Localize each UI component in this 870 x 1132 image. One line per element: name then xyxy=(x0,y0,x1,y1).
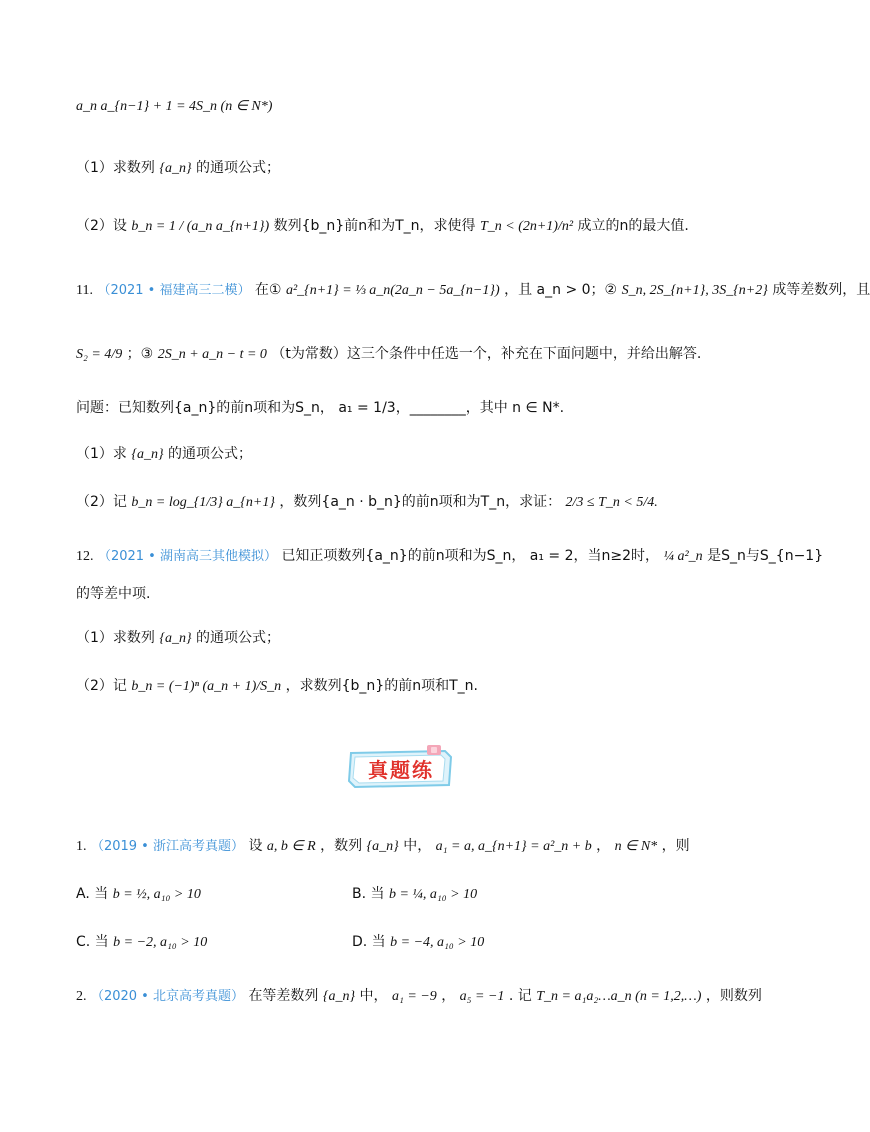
question-11-line-1 xyxy=(76,280,870,301)
option-label: B. 当 xyxy=(352,886,385,902)
part-text: ，数列{a_n · b_n}的前n项和为T_n，求证： xyxy=(279,494,562,510)
option-c[interactable] xyxy=(76,932,207,953)
part-text: 的通项公式； xyxy=(196,630,281,646)
condition-2-formula: S_n, 2S_{n+1}, 3S_{n+2} xyxy=(621,283,768,298)
question-number: 11. xyxy=(76,283,93,298)
bn-definition: b_n = (−1)ⁿ (a_n + 1)/S_n xyxy=(131,679,282,694)
part-label: （2）记 xyxy=(76,678,127,694)
recurrence-formula: a_n a_{n−1} + 1 = 4S_n (n ∈ N*) xyxy=(76,99,273,114)
question-text: 的等差中项. xyxy=(76,586,151,602)
part-label: （1）求 xyxy=(76,446,127,462)
question-source: （2019 • 浙江高考真题） xyxy=(90,839,244,854)
question-text: ；③ xyxy=(126,346,154,362)
formula-line xyxy=(76,96,740,117)
question-text: ，则数列 xyxy=(705,988,762,1004)
question-12-line-1 xyxy=(76,546,824,567)
part-text: 数列{b_n}前n和为T_n，求使得 xyxy=(273,218,476,234)
bn-definition: b_n = 1 / (a_n a_{n+1}) xyxy=(131,219,270,234)
option-formula: b = −4, a₁₀ > 10 xyxy=(390,935,485,950)
n-domain: n ∈ N* xyxy=(614,839,658,854)
question-text: 已知正项数列{a_n}的前n项和为S_n， a₁ = 2，当n≥2时， xyxy=(281,548,660,564)
section-banner xyxy=(345,745,457,791)
question-12-part-1 xyxy=(76,628,740,649)
fraction-term: ¼ a²_n xyxy=(663,549,703,564)
question-number: 12. xyxy=(76,549,94,564)
question-text: 在等差数列 xyxy=(248,988,319,1004)
sequence-symbol: {a_n} xyxy=(159,161,192,176)
question-12-line-2 xyxy=(76,584,740,604)
part-text: ，求数列{b_n}的前n项和T_n. xyxy=(285,678,478,694)
real-question-1 xyxy=(76,836,740,857)
question-11-part-2 xyxy=(76,492,740,513)
ab-domain: a, b ∈ R xyxy=(266,839,316,854)
question-11-part-1 xyxy=(76,444,740,465)
a5-value: a₅ = −1 xyxy=(459,989,505,1004)
option-a[interactable] xyxy=(76,884,201,905)
question-text: ， xyxy=(596,838,611,854)
option-formula: b = ¼, a₁₀ > 10 xyxy=(388,887,478,902)
part-text: 成立的n的最大值. xyxy=(577,218,689,234)
option-label: C. 当 xyxy=(76,934,109,950)
condition-1-formula: a²_{n+1} = ⅓ a_n(2a_n − 5a_{n−1}) xyxy=(285,283,500,298)
part-label: （1）求数列 xyxy=(76,160,155,176)
question-text: . 记 xyxy=(508,988,532,1004)
question-text: ， xyxy=(441,988,456,1004)
question-number: 1. xyxy=(76,839,87,854)
s2-value: S₂ = 4/9 xyxy=(76,347,123,362)
tn-definition: T_n = a₁a₂…a_n (n = 1,2,…) xyxy=(536,989,702,1004)
condition-3-formula: 2S_n + a_n − t = 0 xyxy=(157,347,267,362)
question-11-line-2 xyxy=(76,344,740,365)
option-label: D. 当 xyxy=(352,934,386,950)
question-text: 中， xyxy=(403,838,432,854)
part-text: 的通项公式； xyxy=(196,160,281,176)
sequence-symbol: {a_n} xyxy=(131,447,164,462)
question-text: ，则 xyxy=(661,838,690,854)
option-formula: b = −2, a₁₀ > 10 xyxy=(113,935,208,950)
question-11-problem xyxy=(76,398,740,418)
part-label: （1）求数列 xyxy=(76,630,155,646)
part-1-line xyxy=(76,158,740,179)
real-question-2 xyxy=(76,986,762,1007)
question-number: 2. xyxy=(76,989,87,1004)
option-d[interactable] xyxy=(352,932,484,953)
question-text: ，数列 xyxy=(320,838,363,854)
question-source: （2020 • 北京高考真题） xyxy=(90,989,244,1004)
question-text: ，且 a_n > 0；② xyxy=(504,282,618,298)
question-text: 成等差数列，且 xyxy=(772,282,870,298)
sequence-symbol: {a_n} xyxy=(322,989,356,1004)
question-12-part-2 xyxy=(76,676,740,697)
part-label: （2）记 xyxy=(76,494,127,510)
question-text: 中， xyxy=(359,988,388,1004)
question-text: 设 xyxy=(248,838,263,854)
sequence-symbol: {a_n} xyxy=(159,631,192,646)
option-formula: b = ½, a₁₀ > 10 xyxy=(112,887,201,902)
question-text: 是S_n与S_{n−1} xyxy=(707,548,824,564)
inequality: 2/3 ≤ T_n < 5/4. xyxy=(565,495,658,510)
part-2-line xyxy=(76,216,740,237)
sequence-symbol: {a_n} xyxy=(366,839,399,854)
a1-value: a₁ = −9 xyxy=(392,989,437,1004)
question-text: （t为常数）这三个条件中任选一个，补充在下面问题中，并给出解答. xyxy=(271,346,702,362)
bn-definition: b_n = log_{1/3} a_{n+1} xyxy=(131,495,275,510)
problem-text: 问题：已知数列{a_n}的前n项和为S_n， a₁ = 1/3，________，其中 n ∈ N*. xyxy=(76,400,565,416)
part-text: 的通项公式； xyxy=(168,446,253,462)
part-label: （2）设 xyxy=(76,218,127,234)
inequality: T_n < (2n+1)/n² xyxy=(479,219,574,234)
question-source: （2021 • 湖南高三其他模拟） xyxy=(97,549,277,564)
option-label: A. 当 xyxy=(76,886,109,902)
section-title: 真题练 xyxy=(368,757,434,782)
option-b[interactable] xyxy=(352,884,477,905)
question-source: （2021 • 福建高三二模） xyxy=(97,283,251,298)
question-text: 在① xyxy=(254,282,282,298)
recurrence-formula: a₁ = a, a_{n+1} = a²_n + b xyxy=(435,839,592,854)
